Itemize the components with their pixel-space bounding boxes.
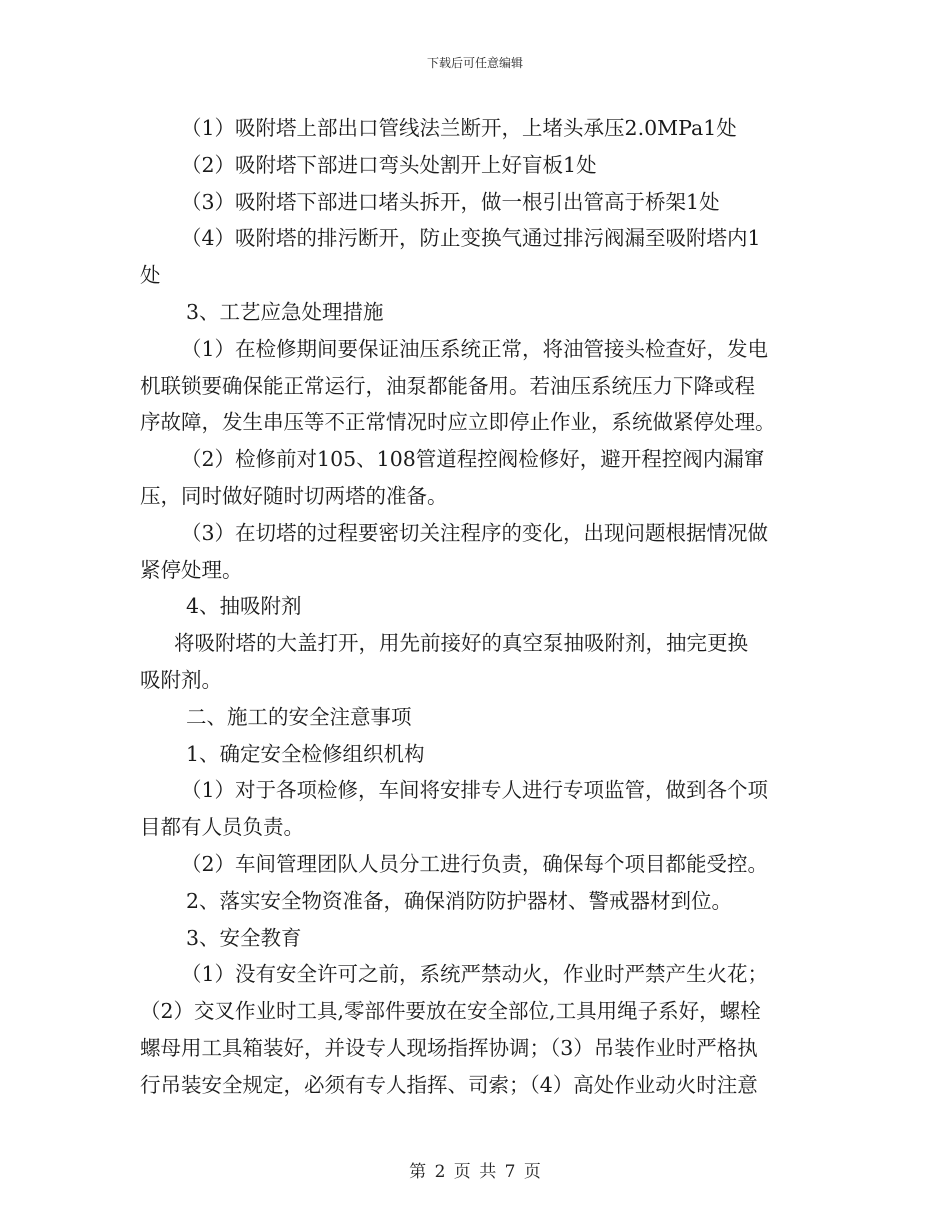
paragraph-line: （4）吸附塔的排污断开，防止变换气通过排污阀漏至吸附塔内1 (181, 226, 761, 251)
paragraph-line: 螺母用工具箱装好，并设专人现场指挥协调；（3）吊装作业时严格执 (140, 1035, 758, 1060)
paragraph-line: 行吊装安全规定，必须有专人指挥、司索；（4）高处作业动火时注意 (140, 1072, 758, 1097)
page-number-footer: 第 2 页 共 7 页 (409, 1162, 541, 1182)
paragraph-line: （2）交叉作业时工具,零部件要放在安全部位,工具用绳子系好，螺栓 (140, 999, 761, 1024)
paragraph-line: 处 (140, 263, 161, 288)
paragraph-line: （2）检修前对105、108管道程控阀检修好，避开程控阀内漏窜 (181, 447, 765, 472)
paragraph-line: （3）吸附塔下部进口堵头拆开，做一根引出管高于桥架1处 (181, 189, 720, 214)
paragraph-line: 序故障，发生串压等不正常情况时应立即停止作业，系统做紧停处理。 (140, 410, 776, 435)
paragraph-line: 将吸附塔的大盖打开，用先前接好的真空泵抽吸附剂，抽完更换 (174, 631, 748, 656)
section-heading: 3、安全教育 (186, 925, 302, 950)
paragraph-line: 压，同时做好随时切两塔的准备。 (140, 483, 448, 508)
paragraph-line: 吸附剂。 (140, 667, 222, 692)
section-heading: 二、施工的安全注意事项 (186, 704, 412, 729)
paragraph-line: 机联锁要确保能正常运行，油泵都能备用。若油压系统压力下降或程 (140, 373, 755, 398)
paragraph-line: （1）吸附塔上部出口管线法兰断开，上堵头承压2.0MPa1处 (181, 116, 737, 140)
paragraph-line: （2）车间管理团队人员分工进行负责，确保每个项目都能受控。 (181, 851, 769, 876)
paragraph-line: （1）对于各项检修，车间将安排专人进行专项监管，做到各个项 (181, 778, 769, 803)
document-body (140, 110, 810, 1104)
page-header: 下载后可任意编辑 (426, 56, 523, 70)
paragraph-line: 紧停处理。 (140, 557, 243, 582)
paragraph-line: （1）在检修期间要保证油压系统正常，将油管接头检查好，发电 (181, 336, 769, 361)
paragraph-line: （1）没有安全许可之前，系统严禁动火，作业时严禁产生火花； (181, 962, 769, 987)
section-heading: 2、落实安全物资准备，确保消防防护器材、警戒器材到位。 (186, 888, 733, 913)
paragraph-line: （2）吸附塔下部进口弯头处割开上好盲板1处 (181, 152, 597, 177)
section-heading: 3、工艺应急处理措施 (186, 299, 384, 324)
paragraph-line: （3）在切塔的过程要密切关注程序的变化，出现问题根据情况做 (181, 520, 769, 545)
section-heading: 4、抽吸附剂 (186, 594, 302, 619)
section-heading: 1、确定安全检修组织机构 (186, 741, 425, 766)
paragraph-line: 目都有人员负责。 (140, 815, 304, 840)
